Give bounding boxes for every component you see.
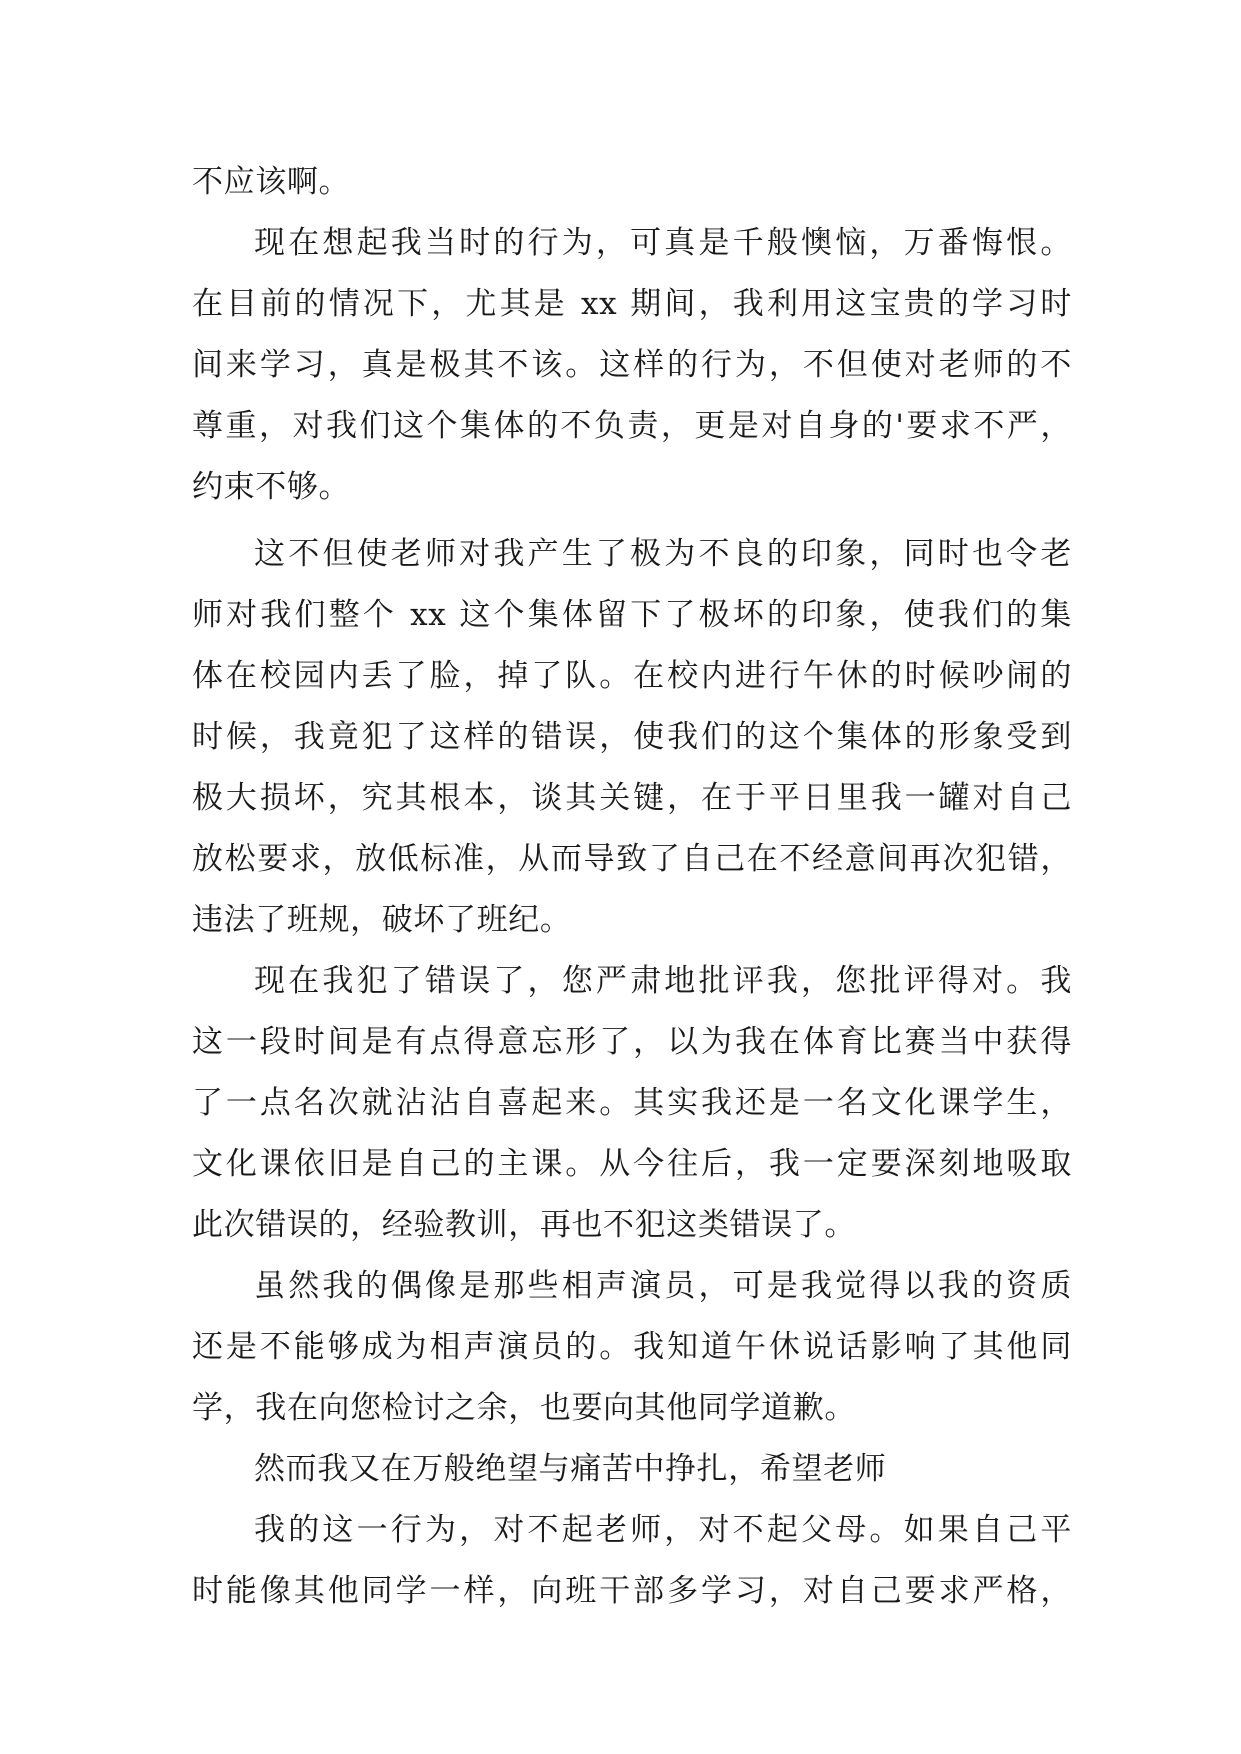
- text-line: 了一点名次就沾沾自喜起来。其实我还是一名文化课学生，: [192, 1085, 1072, 1121]
- text-line: 文化课依旧是自己的主课。从今往后，我一定要深刻地吸取: [192, 1146, 1072, 1182]
- text-line: 还是不能够成为相声演员的。我知道午休说话影响了其他同: [192, 1329, 1072, 1365]
- text-line: 放松要求，放低标准，从而导致了自己在不经意间再次犯错，: [192, 841, 1072, 877]
- paragraph-first-line: 虽然我的偶像是那些相声演员，可是我觉得以我的资质: [254, 1268, 1072, 1304]
- text-line: 学，我在向您检讨之余，也要向其他同学道歉。: [192, 1390, 857, 1426]
- paragraph-first-line: 然而我又在万般绝望与痛苦中挣扎，希望老师: [254, 1451, 887, 1487]
- document-body: [192, 152, 1072, 1622]
- paragraph-first-line: 我的这一行为，对不起老师，对不起父母。如果自己平: [254, 1512, 1072, 1548]
- paragraph-first-line: 现在想起我当时的行为，可真是千般懊恼，万番悔恨。: [254, 225, 1072, 261]
- text-line: 体在校园内丢了脸，掉了队。在校内进行午休的时候吵闹的: [192, 658, 1072, 694]
- text-line: 间来学习，真是极其不该。这样的行为，不但使对老师的不: [192, 347, 1072, 383]
- text-line: 极大损坏，究其根本，谈其关键，在于平日里我一罐对自己: [192, 780, 1072, 816]
- text-line: 约束不够。: [192, 469, 351, 505]
- paragraph-first-line: 这不但使老师对我产生了极为不良的印象，同时也令老: [254, 536, 1072, 572]
- text-line: 尊重，对我们这个集体的不负责，更是对自身的'要求不严，: [192, 408, 1072, 444]
- text-line: 违法了班规，破坏了班纪。: [192, 902, 572, 938]
- text-line: 师对我们整个 xx 这个集体留下了极坏的印象，使我们的集: [192, 597, 1072, 633]
- text-line: 在目前的情况下，尤其是 xx 期间，我利用这宝贵的学习时: [192, 286, 1072, 322]
- text-line: 不应该啊。: [192, 164, 351, 200]
- paragraph-first-line: 现在我犯了错误了，您严肃地批评我，您批评得对。我: [254, 963, 1072, 999]
- text-line: 时候，我竟犯了这样的错误，使我们的这个集体的形象受到: [192, 719, 1072, 755]
- text-line: 此次错误的，经验教训，再也不犯这类错误了。: [192, 1207, 857, 1243]
- text-line: 这一段时间是有点得意忘形了，以为我在体育比赛当中获得: [192, 1024, 1072, 1060]
- text-line: 时能像其他同学一样，向班干部多学习，对自己要求严格，: [192, 1573, 1072, 1609]
